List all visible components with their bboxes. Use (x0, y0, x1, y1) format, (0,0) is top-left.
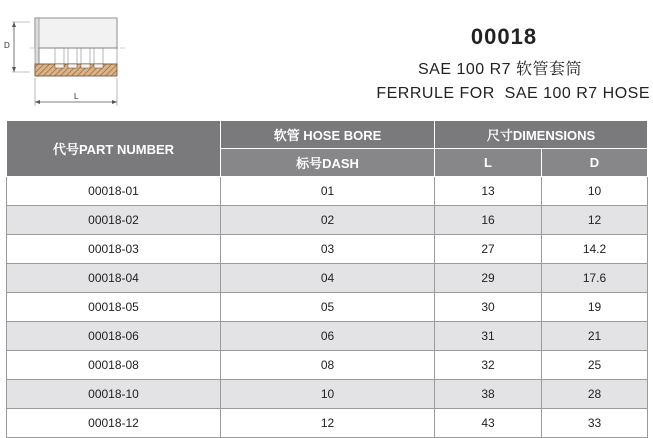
cell-dash: 10 (221, 380, 435, 409)
cell-dash: 12 (221, 409, 435, 438)
ferrule-outer-body (35, 18, 117, 48)
table-row (7, 206, 648, 235)
table-row (7, 322, 648, 351)
cell-dash: 01 (221, 177, 435, 206)
spec-table (6, 120, 648, 438)
cell-l: 16 (435, 206, 542, 235)
part-number-title: 00018 (470, 24, 538, 49)
cell-part: 00018-03 (7, 235, 221, 264)
cell-dash: 04 (221, 264, 435, 293)
cell-l: 29 (435, 264, 542, 293)
cell-part: 00018-10 (7, 380, 221, 409)
cell-part: 00018-08 (7, 351, 221, 380)
cell-d: 33 (542, 409, 648, 438)
cell-dash: 05 (221, 293, 435, 322)
cell-dash: 06 (221, 322, 435, 351)
cell-part: 00018-06 (7, 322, 221, 351)
table-row (7, 293, 648, 322)
header-dash: 标号DASH (221, 149, 435, 177)
ferrule-section-view (0, 0, 140, 112)
dim-l-label: L (74, 92, 79, 101)
cell-d: 14.2 (542, 235, 648, 264)
table-row (7, 235, 648, 264)
title-block (330, 24, 650, 103)
header-part-number: 代号PART NUMBER (7, 121, 221, 177)
cell-part: 00018-05 (7, 293, 221, 322)
cell-part: 00018-02 (7, 206, 221, 235)
header-d: D (542, 149, 648, 177)
cell-dash: 03 (221, 235, 435, 264)
subtitle-en: FERRULE FOR SAE 100 R7 HOSE (376, 85, 650, 102)
table-row (7, 264, 648, 293)
cell-part: 00018-12 (7, 409, 221, 438)
cell-part: 00018-01 (7, 177, 221, 206)
cell-d: 19 (542, 293, 648, 322)
cell-d: 17.6 (542, 264, 648, 293)
cell-d: 10 (542, 177, 648, 206)
cell-l: 38 (435, 380, 542, 409)
table-row (7, 380, 648, 409)
cell-l: 43 (435, 409, 542, 438)
cell-dash: 02 (221, 206, 435, 235)
subtitle-cn: SAE 100 R7 软管套筒 (417, 61, 582, 78)
cell-d: 25 (542, 351, 648, 380)
cell-d: 21 (542, 322, 648, 351)
cell-part: 00018-04 (7, 264, 221, 293)
header-hose-bore: 软管 HOSE BORE (221, 121, 435, 149)
dim-d-label: D (4, 41, 10, 50)
cell-d: 12 (542, 206, 648, 235)
ferrule-drawing (0, 0, 140, 112)
cell-l: 31 (435, 322, 542, 351)
cell-l: 32 (435, 351, 542, 380)
cell-d: 28 (542, 380, 648, 409)
cell-l: 13 (435, 177, 542, 206)
header-dimensions: 尺寸DIMENSIONS (435, 121, 648, 149)
table-row (7, 409, 648, 438)
cell-l: 30 (435, 293, 542, 322)
cell-l: 27 (435, 235, 542, 264)
table-row (7, 177, 648, 206)
header-l: L (435, 149, 542, 177)
cell-dash: 08 (221, 351, 435, 380)
table-row (7, 351, 648, 380)
ferrule-grooves (55, 48, 103, 64)
